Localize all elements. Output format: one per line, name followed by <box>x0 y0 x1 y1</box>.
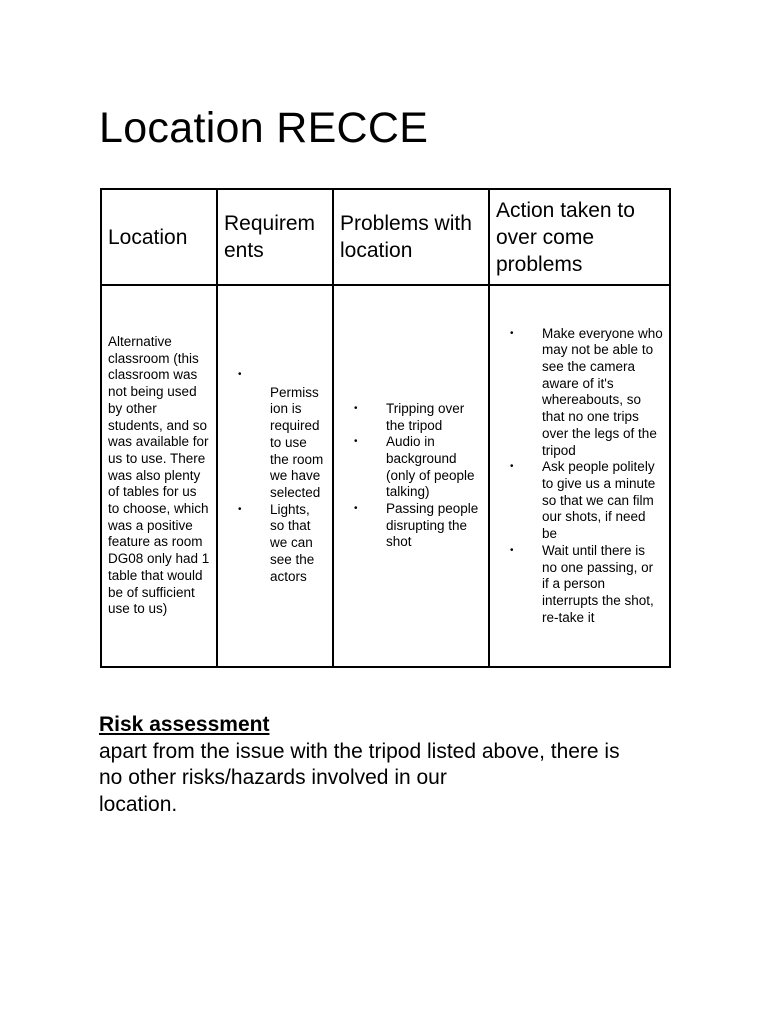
problem-text: Tripping over the tripod <box>386 400 465 433</box>
table-row <box>101 285 670 667</box>
problems-cell <box>333 285 489 667</box>
risk-assessment-section <box>99 712 689 818</box>
action-text: Wait until there is no one passing, or if a person interrupts the shot, re-take it <box>542 542 654 625</box>
bullet-icon: • <box>354 436 358 448</box>
problem-text: Audio in background (only of people talking) <box>386 434 475 500</box>
bullet-icon: • <box>510 461 514 473</box>
actions-cell <box>489 285 670 667</box>
list-item <box>340 501 482 551</box>
problems-list <box>340 401 482 551</box>
list-item <box>496 543 663 627</box>
location-cell: Alternative classroom (this classroom was not being used by other students, and so was available for us to use. There was also plenty of tables for us to choose, which was a positive feature as room DG08 only had 1 table that would be of sufficient use to us) <box>101 285 217 667</box>
bullet-icon: • <box>238 368 242 380</box>
list-item <box>340 434 482 501</box>
list-item <box>496 459 663 543</box>
header-actions: Action taken to over come problems <box>489 189 670 285</box>
risk-text-line: no other risks/hazards involved in our <box>99 766 447 789</box>
list-item <box>224 367 326 384</box>
bullet-icon: • <box>510 544 514 556</box>
bullet-icon: • <box>354 402 358 414</box>
bullet-icon: • <box>238 503 242 515</box>
table-header-row <box>101 189 670 285</box>
risk-assessment-heading: Risk assessment <box>99 713 270 736</box>
list-item <box>224 502 326 586</box>
list-item <box>340 401 482 434</box>
action-text: Ask people politely to give us a minute so that we can film our shots, if need be <box>542 459 656 542</box>
action-text: Make everyone who may not be able to see the camera aware of it's whereabouts, so that no one trips over the legs of the tripod <box>542 325 663 458</box>
risk-text-line: apart from the issue with the tripod listed above, there is <box>99 739 620 763</box>
requirements-cell <box>217 285 333 667</box>
bullet-icon: • <box>510 327 514 339</box>
location-recce-table <box>100 188 671 668</box>
requirements-list <box>224 367 326 585</box>
list-item <box>496 326 663 460</box>
requirement-text: Permiss ion is required to use the room we have selected <box>270 384 324 500</box>
page-title: Location RECCE <box>99 104 429 152</box>
header-location: Location <box>101 189 217 285</box>
list-item <box>224 385 326 502</box>
header-requirements: Requirem ents <box>217 189 333 285</box>
problem-text: Passing people disrupting the shot <box>386 501 479 550</box>
actions-list <box>496 326 663 627</box>
risk-text-line: location. <box>99 792 178 816</box>
header-problems: Problems with location <box>333 189 489 285</box>
requirement-text: Lights, so that we can see the actors <box>270 501 315 584</box>
bullet-icon: • <box>354 503 358 515</box>
